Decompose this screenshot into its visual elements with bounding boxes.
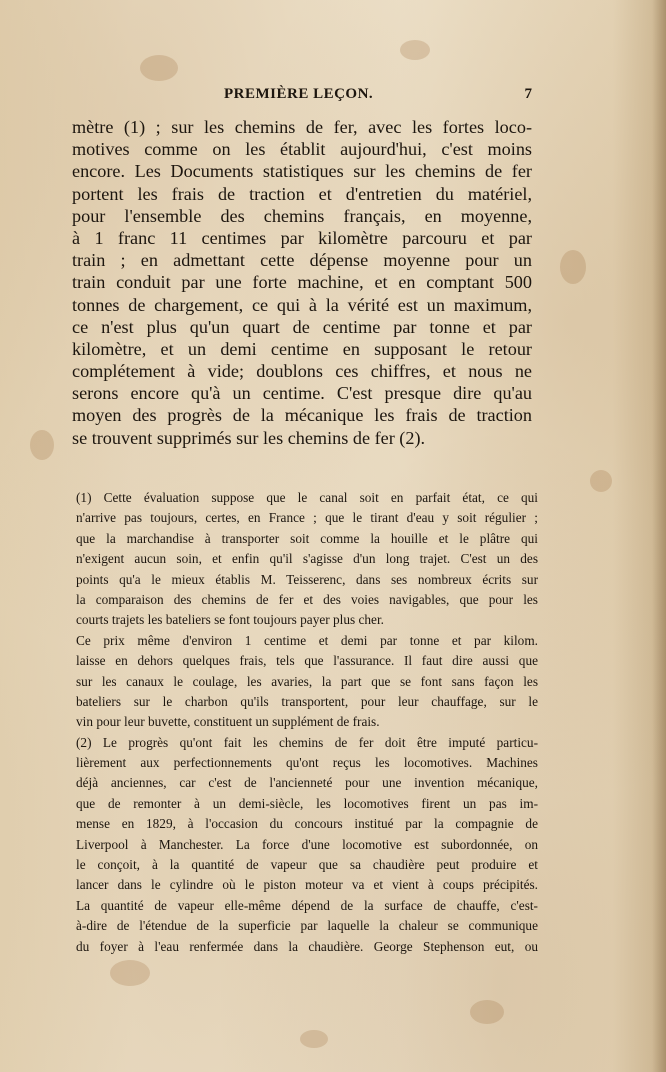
footnote-line: Liverpool à Manchester. La force d'une locomotive est subordonnée, on	[76, 836, 538, 852]
foxing-stain	[560, 250, 586, 284]
foxing-stain	[140, 55, 178, 81]
footnote-line: La quantité de vapeur elle-même dépend de la surface de chauffe, c'est-	[76, 897, 538, 913]
footnote-line: mense en 1829, à l'occasion du concours institué par la compagnie de	[76, 816, 538, 832]
footnote-line: bateliers sur le charbon qu'ils transportent, pour leur chauffage, sur le	[76, 693, 538, 709]
footnote-line: (1) Cette évaluation suppose que le canal soit en parfait état, ce qui	[76, 490, 538, 505]
footnote-line: (2) Le progrès qu'ont fait les chemins de fer doit être imputé particu-	[76, 734, 538, 750]
footnote-line: points qu'a le mieux établis M. Teisserenc, dans ses nombreux écrits sur	[76, 571, 538, 587]
text-line: ce n'est plus qu'un quart de centime par tonne et par	[72, 316, 532, 337]
footnote-line: du foyer à l'eau renfermée dans la chaudière. George Stephenson eut, ou	[76, 938, 538, 954]
footnote-line: sur les canaux le coulage, les avaries, la part que se font sans façon les	[76, 673, 538, 689]
footnote-line: que la marchandise à transporter soit comme la houille et le plâtre qui	[76, 530, 538, 546]
footnotes	[76, 488, 538, 957]
footnote-line: la comparaison des chemins de fer et des voies navigables, que pour les	[76, 591, 538, 607]
text-line: tonnes de chargement, ce qui à la vérité est un maximum,	[72, 294, 532, 315]
text-line: complétement à vide; doublons ces chiffres, et nous ne	[72, 361, 532, 382]
text-line: se trouvent supprimés sur les chemins de fer (2).	[72, 427, 426, 448]
footnote-line: le conçoit, à la quantité de vapeur que sa chaudière peut produire et	[76, 857, 538, 873]
footnote-line: lièrement aux perfectionnements qu'ont reçus les locomotives. Machines	[76, 755, 538, 771]
footnote-line: laisse en dehors quelques frais, tels que l'assurance. Il faut dire aussi que	[76, 653, 538, 669]
text-line: kilomètre, et un demi centime en supposant le retour	[72, 338, 532, 359]
footnote-line: vin pour leur buvette, constituent un supplément de frais.	[76, 714, 380, 730]
foxing-stain	[30, 430, 54, 460]
running-head: PREMIÈRE LEÇON.	[224, 86, 374, 102]
page-number: 7	[524, 86, 532, 102]
text-line: train conduit par une forte machine, et en comptant 500	[72, 272, 532, 293]
text-line: portent les frais de traction et d'entretien du matériel,	[72, 183, 532, 204]
page-header	[72, 86, 532, 110]
foxing-stain	[110, 960, 150, 986]
text-line: mètre (1) ; sur les chemins de fer, avec les fortes loco-	[72, 117, 532, 137]
text-line: pour l'ensemble des chemins français, en moyenne,	[72, 205, 532, 226]
footnote-line: Ce prix même d'environ 1 centime et demi par tonne et par kilom.	[76, 632, 538, 648]
footnote-line: courts trajets les bateliers se font toujours payer plus cher.	[76, 612, 384, 628]
main-text	[72, 116, 532, 449]
text-line: à 1 franc 11 centimes par kilomètre parcouru et par	[72, 227, 532, 248]
text-line: moyen des progrès de la mécanique les frais de traction	[72, 405, 532, 426]
text-line: motives comme on les établit aujourd'hui, c'est moins	[72, 139, 532, 160]
page-edge-shadow	[652, 0, 666, 1072]
footnote-line: que de remonter à un demi-siècle, les locomotives firent un pas im-	[76, 795, 538, 811]
text-line: encore. Les Documents statistiques sur les chemins de fer	[72, 161, 532, 182]
foxing-stain	[300, 1030, 328, 1048]
foxing-stain	[590, 470, 612, 492]
footnote-line: à-dire de l'étendue de la superficie par laquelle la chaleur se communique	[76, 918, 538, 934]
foxing-stain	[400, 40, 430, 60]
text-line: serons encore qu'à un centime. C'est presque dire qu'au	[72, 383, 532, 404]
footnote-line: déjà anciennes, car c'est de l'ancienneté pour une invention mécanique,	[76, 775, 538, 791]
foxing-stain	[470, 1000, 504, 1024]
footnote-line: lancer dans le cylindre où le piston moteur va et vient à coups précipités.	[76, 877, 538, 893]
text-line: train ; en admettant cette dépense moyenne pour un	[72, 250, 532, 271]
footnote-line: n'exigent aucun soin, et enfin qu'il s'agisse d'un long trajet. C'est un des	[76, 551, 538, 567]
footnote-line: n'arrive pas toujours, certes, en France ; que le tirant d'eau y soit régulier ;	[76, 510, 538, 526]
